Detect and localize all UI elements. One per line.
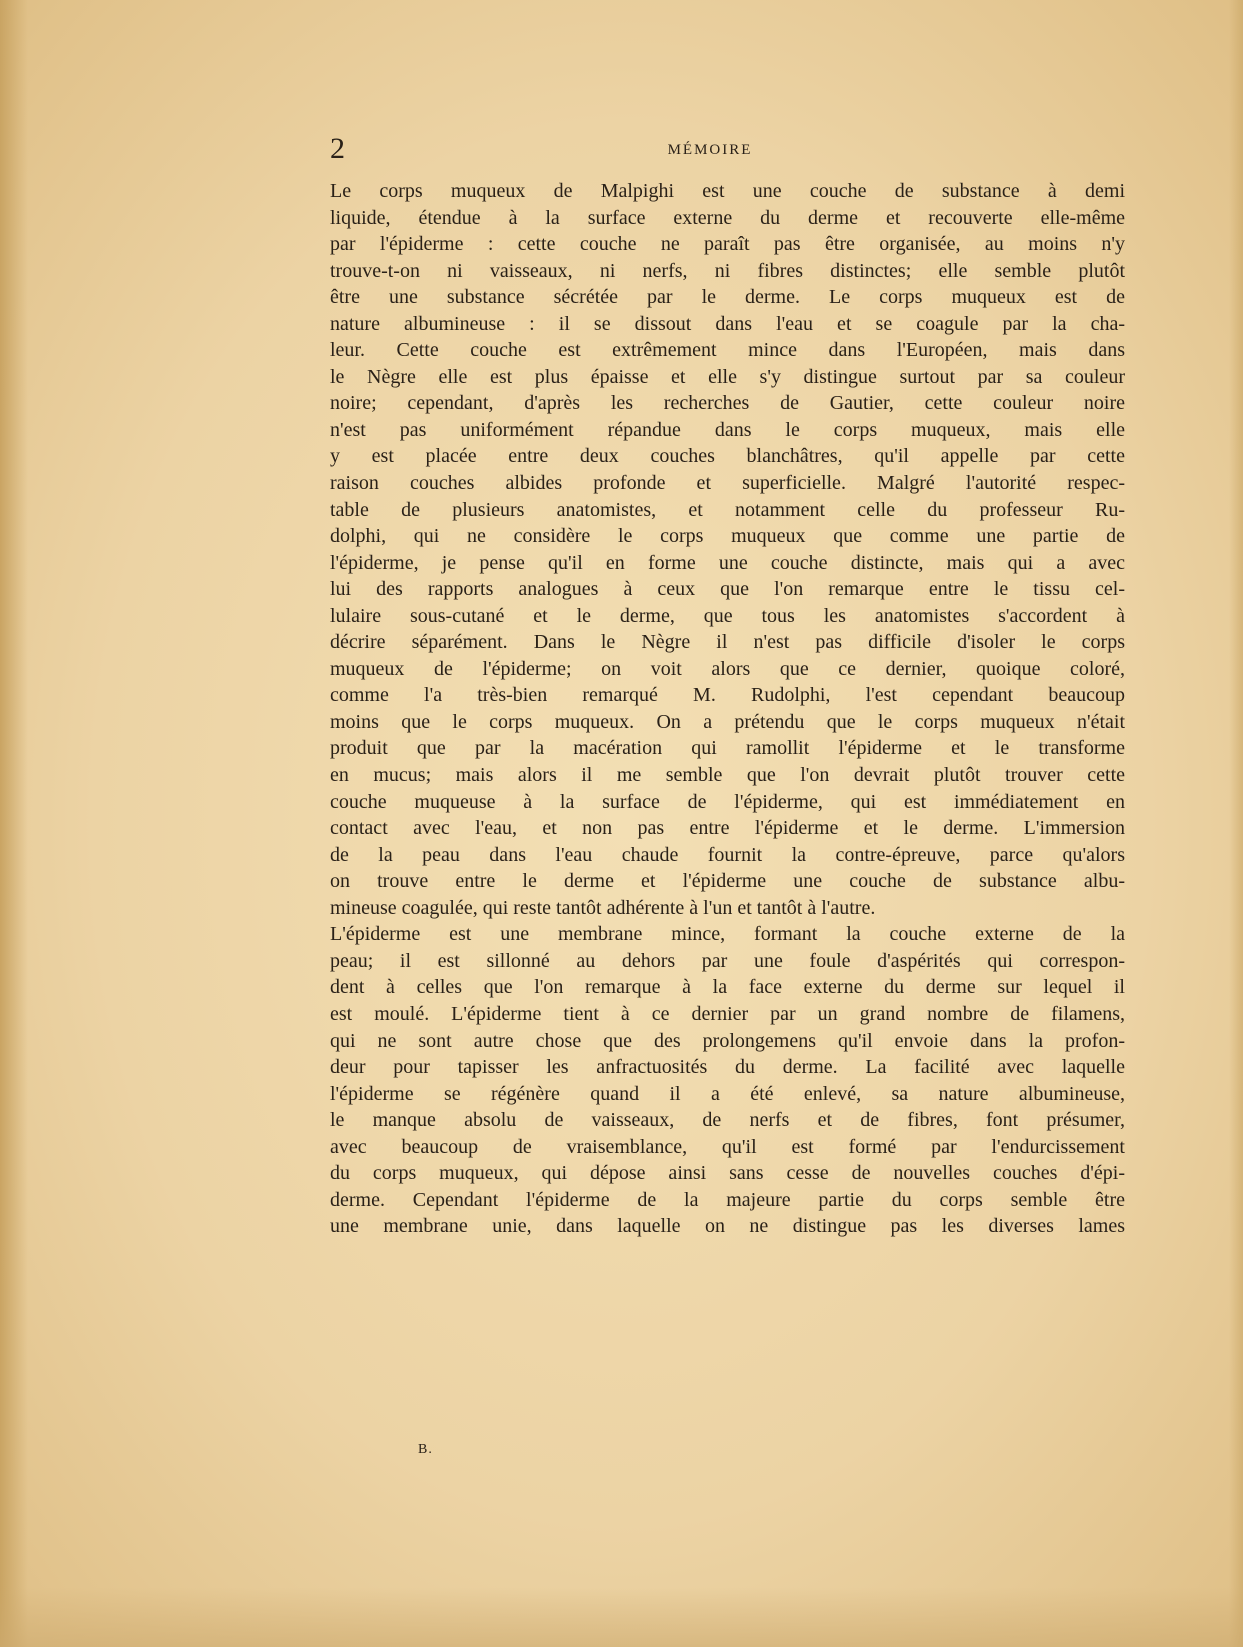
text-line: le Nègre elle est plus épaisse et elle s'y distingue surtout par sa couleur — [330, 365, 1125, 388]
text-line: le manque absolu de vaisseaux, de nerfs et de fibres, font présumer, — [330, 1109, 1125, 1132]
text-line: dent à celles que l'on remarque à la face externe du derme sur lequel il — [330, 976, 1125, 999]
text-line: peau; il est sillonné au dehors par une foule d'aspérités qui correspon- — [330, 949, 1125, 972]
text-line: L'épiderme est une membrane mince, formant la couche externe de la — [330, 923, 1125, 946]
text-line: Le corps muqueux de Malpighi est une couche de substance à demi — [330, 180, 1125, 202]
text-line: leur. Cette couche est extrêmement mince dans l'Européen, mais dans — [330, 339, 1125, 362]
text-line: contact avec l'eau, et non pas entre l'épiderme et le derme. L'immersion — [330, 817, 1125, 840]
text-line: de la peau dans l'eau chaude fournit la contre-épreuve, parce qu'alors — [330, 843, 1125, 866]
page-edge-bottom — [0, 1587, 1243, 1647]
page-number: 2 — [330, 132, 345, 165]
text-line: moins que le corps muqueux. On a prétendu que le corps muqueux n'était — [330, 710, 1125, 733]
text-line: lulaire sous-cutané et le derme, que tous les anatomistes s'accordent à — [330, 604, 1125, 627]
text-line: y est placée entre deux couches blanchâtres, qu'il appelle par cette — [330, 445, 1125, 468]
text-line: du corps muqueux, qui dépose ainsi sans cesse de nouvelles couches d'épi- — [330, 1162, 1125, 1185]
text-line: derme. Cependant l'épiderme de la majeure partie du corps semble être — [330, 1188, 1125, 1211]
text-line: une membrane unie, dans laquelle on ne distingue pas les diverses lames — [330, 1215, 1125, 1238]
running-title: MÉMOIRE — [667, 142, 753, 158]
text-line: raison couches albides profonde et superficielle. Malgré l'autorité respec- — [330, 472, 1125, 495]
text-line: qui ne sont autre chose que des prolongemens qu'il envoie dans la profon- — [330, 1029, 1125, 1052]
text-line: muqueux de l'épiderme; on voit alors que ce dernier, quoique coloré, — [330, 657, 1125, 680]
text-line: table de plusieurs anatomistes, et notamment celle du professeur Ru- — [330, 498, 1125, 521]
body-text — [330, 178, 1125, 1240]
text-line: n'est pas uniformément répandue dans le corps muqueux, mais elle — [330, 418, 1125, 441]
text-line: couche muqueuse à la surface de l'épiderme, qui est immédiatement en — [330, 790, 1125, 813]
text-line: l'épiderme, je pense qu'il en forme une couche distincte, mais qui a avec — [330, 551, 1125, 574]
text-line: être une substance sécrétée par le derme. Le corps muqueux est de — [330, 286, 1125, 309]
running-head — [330, 132, 1090, 168]
text-line: trouve-t-on ni vaisseaux, ni nerfs, ni fibres distinctes; elle semble plutôt — [330, 259, 1125, 282]
page-spine-shadow — [0, 0, 28, 1647]
text-line: avec beaucoup de vraisemblance, qu'il est formé par l'endurcissement — [330, 1135, 1125, 1158]
text-line: l'épiderme se régénère quand il a été enlevé, sa nature albumineuse, — [330, 1082, 1125, 1105]
text-line: est moulé. L'épiderme tient à ce dernier par un grand nombre de filamens, — [330, 1002, 1125, 1025]
text-line: produit que par la macération qui ramollit l'épiderme et le transforme — [330, 737, 1125, 760]
text-line: en mucus; mais alors il me semble que l'on devrait plutôt trouver cette — [330, 764, 1125, 787]
text-line: décrire séparément. Dans le Nègre il n'est pas difficile d'isoler le corps — [330, 631, 1125, 654]
text-line: liquide, étendue à la surface externe du derme et recouverte elle-même — [330, 206, 1125, 229]
text-line: par l'épiderme : cette couche ne paraît pas être organisée, au moins n'y — [330, 233, 1125, 256]
signature-mark: B. — [418, 1442, 433, 1457]
text-line: comme l'a très-bien remarqué M. Rudolphi, l'est cependant beaucoup — [330, 684, 1125, 707]
page-edge-right — [1229, 0, 1243, 1647]
text-line: deur pour tapisser les anfractuosités du derme. La facilité avec laquelle — [330, 1056, 1125, 1079]
text-line: on trouve entre le derme et l'épiderme une couche de substance albu- — [330, 870, 1125, 893]
text-line: mineuse coagulée, qui reste tantôt adhérente à l'un et tantôt à l'autre. — [330, 896, 876, 919]
text-line: dolphi, qui ne considère le corps muqueux que comme une partie de — [330, 525, 1125, 548]
text-line: noire; cependant, d'après les recherches de Gautier, cette couleur noire — [330, 392, 1125, 415]
text-line: nature albumineuse : il se dissout dans l'eau et se coagule par la cha- — [330, 312, 1125, 335]
text-line: lui des rapports analogues à ceux que l'on remarque entre le tissu cel- — [330, 578, 1125, 601]
